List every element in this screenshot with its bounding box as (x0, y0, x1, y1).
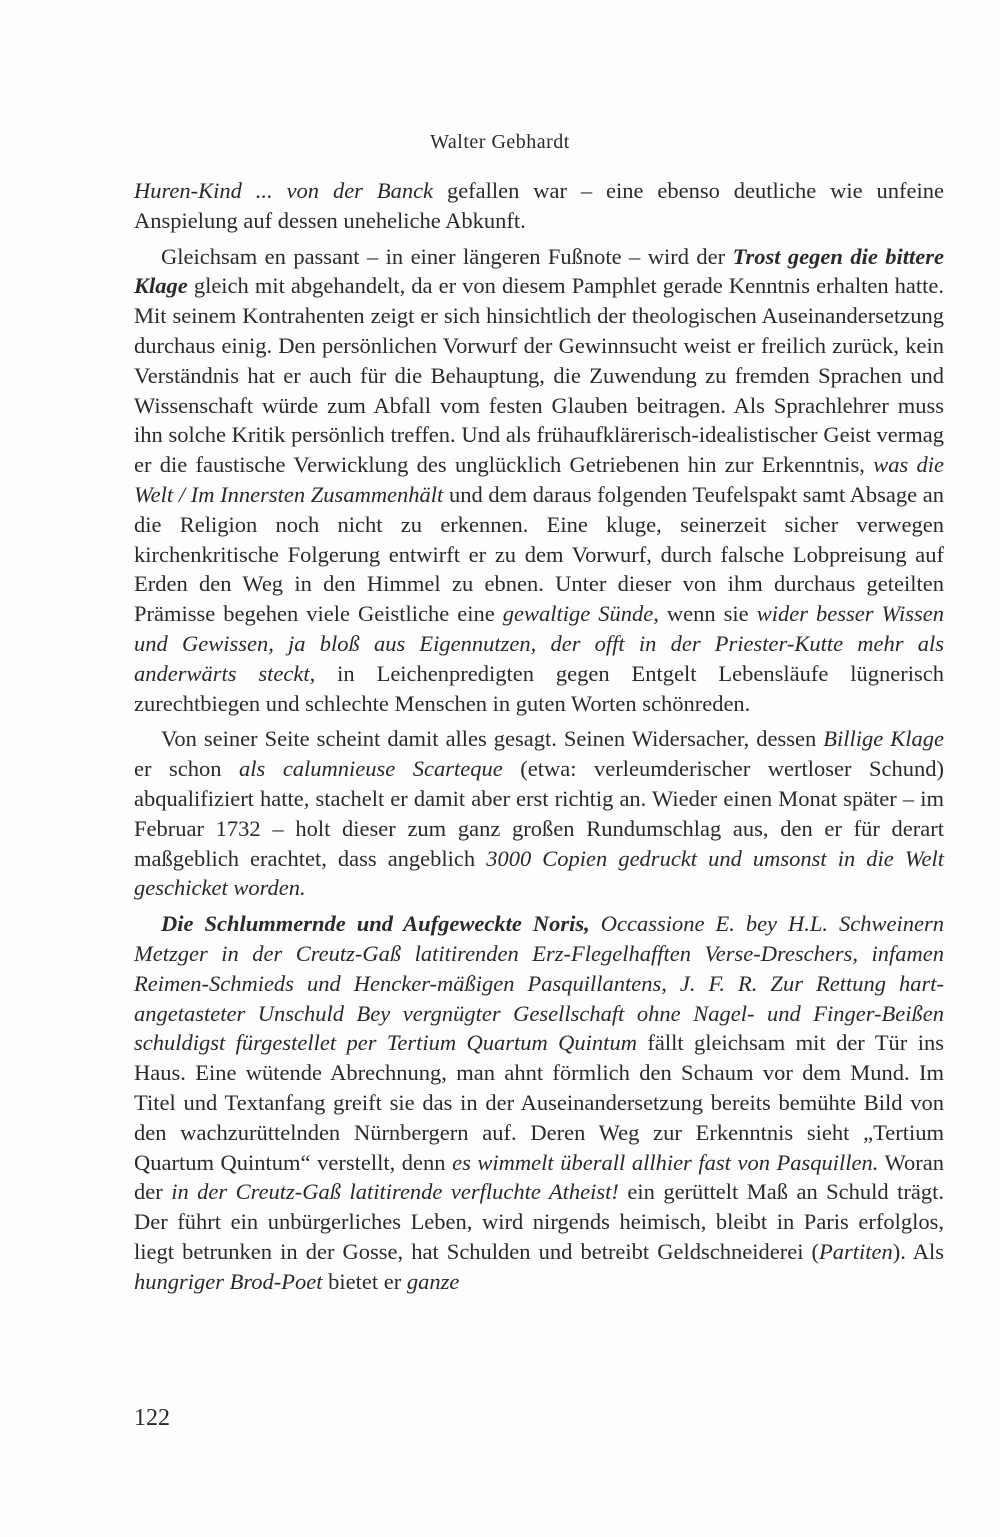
italic-text-run: gewaltige Sünde (502, 601, 654, 627)
text-run: , wenn sie (653, 601, 757, 627)
text-run: gleich mit abgehandelt, da er von diesem Pamphlet gerade Kenntnis erhalten hatte. Mit seinem Kontrahenten zeigt er sich hinsichtlich der theologischen Auseinandersetzung durchaus einig. Den persönlichen Vorwurf der Gewinnsucht weist er freilich zurück, kein Verständnis hat er auch für die Behauptung, die Zuwendung zu fremden Sprachen und Wissenschaft würde zum Abfall vom festen Glauben beitragen. Als Sprachlehrer muss ihn solche Kritik persönlich treffen. Und als frühaufklärerisch-idealistischer Geist vermag er die faustische Verwicklung des unglücklich Getriebenen hin zur Erkenntnis, (134, 273, 944, 478)
italic-text-run: 3000 Copien gedruckt und umsonst in die Welt geschicket worden. (134, 845, 944, 901)
page-number: 122 (134, 1405, 170, 1431)
italic-text-run: es wimmelt überall allhier fast von Pasquillen. (452, 1149, 879, 1175)
body-text (134, 176, 944, 1296)
italic-text-run: Billige Klage (823, 726, 945, 752)
paragraph (134, 176, 944, 236)
paragraph (134, 724, 944, 903)
italic-text-run: was die Welt / Im Innersten Zusammenhält (134, 452, 944, 507)
text-run: fällt gleichsam mit der Tür ins Haus. Eine wütende Abrechnung, man ahnt förmlich den Schaum vor dem Mund. Im Titel und Textanfang greift sie das in der Auseinandersetzung bereits bemühte Bild von den wachzurüttelnden Nürnbergern auf. Deren Weg zur Erkenntnis sieht „Tertium Quartum Quintum“ verstellt, denn (134, 1030, 944, 1175)
italic-text-run: Partiten (819, 1238, 893, 1264)
text-run: ). Als (892, 1238, 944, 1264)
text-run: er schon (134, 756, 240, 782)
italic-text-run: hungriger Brod-Poet (134, 1268, 323, 1294)
text-run: Woran der (134, 1149, 944, 1205)
text-run: Gleichsam en passant – in einer längeren Fußnote – wird der (161, 243, 733, 269)
italic-text-run: wider besser Wissen und Gewissen, ja bloß aus Eigennutzen, der offt in der Priester-Kutte mehr als anderwärts steckt (134, 601, 944, 686)
paragraph (134, 909, 944, 1296)
italic-text-run: Huren-Kind ... von der Banck (134, 178, 434, 203)
italic-text-run: Die Schlummernde und Aufgeweckte Noris, (161, 911, 590, 937)
text-run: und dem daraus folgenden Teufelspakt samt Absage an die Religion noch nicht zu erkennen. Eine kluge, seinerzeit sicher verwegen kirchenkritische Folgerung entwirft er zu dem Vorwurf, durch falsche Lobpreisung auf Erden den Weg in den Himmel zu ebnen. Unter dieser von ihm durchaus geteilten Prämisse begehen viele Geistliche eine (134, 481, 944, 627)
italic-text-run: als calumnieuse Scarteque (239, 756, 503, 782)
text-run: , in Leichenpredigten gegen Entgelt Lebensläufe lügnerisch zurechtbiegen und schlechte Menschen in guten Worten schönreden. (134, 660, 944, 716)
paragraph (134, 242, 944, 719)
running-head: Walter Gebhardt (430, 131, 570, 153)
italic-text-run: Trost gegen die bittere Klage (134, 243, 944, 299)
text-run: gefallen war – eine ebenso deutliche wie unfeine Anspielung auf dessen uneheliche Abkunft. (134, 178, 944, 233)
italic-text-run: in der Creutz-Gaß latitirende verfluchte Atheist! (171, 1179, 619, 1205)
text-run: Von seiner Seite scheint damit alles gesagt. Seinen Widersacher, dessen (161, 726, 824, 752)
text-run: bietet er (322, 1268, 407, 1294)
text-run: ein gerüttelt Maß an Schuld trägt. Der führt ein unbürgerliches Leben, wird nirgends heimisch, bleibt in Paris erfolglos, liegt betrunken in der Gosse, hat Schulden und betreibt Geldschneiderei ( (134, 1179, 944, 1264)
text-run: (etwa: verleumderischer wertloser Schund) abqualifiziert hatte, stachelt er damit aber erst richtig an. Wieder einen Monat später – im Februar 1732 – holt dieser zum ganz großen Rundumschlag aus, den er für derart maßgeblich erachtet, dass angeblich (134, 756, 944, 871)
italic-text-run: ganze (406, 1268, 460, 1294)
italic-text-run: Occassione E. bey H.L. Schweinern Metzger in der Creutz-Gaß latitirenden Erz-Flegelhafften Verse-Dreschers, infamen Reimen-Schmieds und Hencker-mäßigen Pasquillantens, J. F. R. Zur Rettung hart-angetasteter Unschuld Bey vergnügter Gesellschaft ohne Nagel- und Finger-Beißen schuldigst fürgestellet per Tertium Quartum Quintum (134, 911, 944, 1056)
